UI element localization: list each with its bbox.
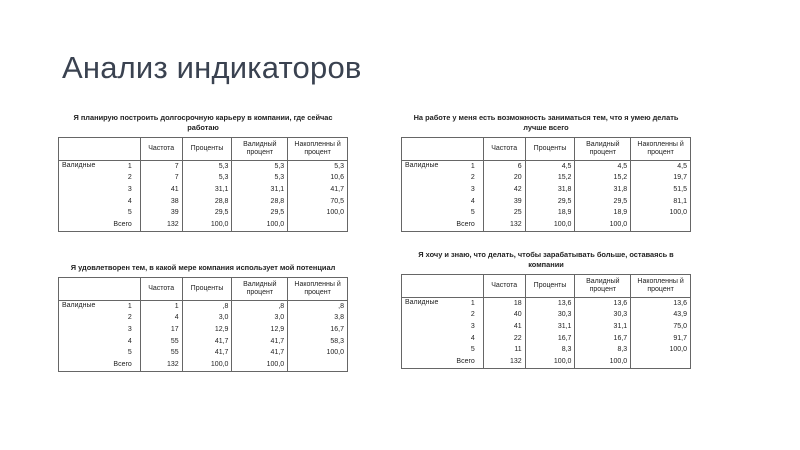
value-cell: 41 xyxy=(140,184,182,196)
value-cell: 25 xyxy=(483,207,525,219)
value-cell xyxy=(288,359,348,371)
frequency-table xyxy=(401,274,691,369)
value-cell: 31,1 xyxy=(575,321,631,333)
value-cell: 11 xyxy=(483,344,525,356)
table-row xyxy=(59,301,348,313)
value-cell: 100,0 xyxy=(288,347,348,359)
value-cell: 58,3 xyxy=(288,336,348,348)
value-cell: 5,3 xyxy=(182,173,232,185)
table-caption: Я планирую построить долгосрочную карьеру в компании, где сейчас работаю xyxy=(73,113,333,132)
value-cell: 3,0 xyxy=(182,313,232,325)
value-cell: 51,5 xyxy=(631,184,691,196)
value-cell: 10,6 xyxy=(288,173,348,185)
category-cell: 4 xyxy=(127,197,132,205)
group-label xyxy=(402,196,450,208)
table-row xyxy=(59,336,348,348)
value-cell: 3,0 xyxy=(232,313,288,325)
value-cell xyxy=(288,219,348,231)
value-cell: 17 xyxy=(140,324,182,336)
total-label: Всего xyxy=(449,219,483,231)
table-row xyxy=(59,184,348,196)
value-cell: 15,2 xyxy=(575,173,631,185)
frequency-table-block xyxy=(58,113,348,232)
group-label: Валидные xyxy=(402,298,450,310)
category-cell: 1 xyxy=(106,161,140,173)
column-header: Проценты xyxy=(182,138,232,161)
value-cell: 4,5 xyxy=(525,161,575,173)
column-header: Проценты xyxy=(525,138,575,161)
value-cell: 31,1 xyxy=(525,321,575,333)
value-cell: 4,5 xyxy=(575,161,631,173)
category-cell: 3 xyxy=(127,325,132,333)
column-header: Валидный процент xyxy=(575,275,631,298)
value-cell: 39 xyxy=(483,196,525,208)
value-cell: 43,9 xyxy=(631,310,691,322)
value-cell: 100,0 xyxy=(232,359,288,371)
frequency-table-block xyxy=(401,113,691,232)
column-header: Валидный процент xyxy=(232,138,288,161)
value-cell xyxy=(631,356,691,368)
table-caption: На работе у меня есть возможность заниматься тем, что я умею делать лучше всего xyxy=(413,113,679,132)
value-cell: 29,5 xyxy=(232,207,288,219)
value-cell: 16,7 xyxy=(575,333,631,345)
value-cell: 5,3 xyxy=(288,161,348,173)
value-cell: 132 xyxy=(140,219,182,231)
group-label xyxy=(402,321,450,333)
total-label: Всего xyxy=(106,219,140,231)
category-cell: 2 xyxy=(470,174,475,182)
group-label xyxy=(59,184,107,196)
group-label xyxy=(402,184,450,196)
table-row xyxy=(402,344,691,356)
value-cell: ,8 xyxy=(288,301,348,313)
table-row xyxy=(402,196,691,208)
group-label xyxy=(402,333,450,345)
column-header: Частота xyxy=(140,278,182,301)
value-cell: 16,7 xyxy=(525,333,575,345)
header-row xyxy=(402,138,691,161)
value-cell: 100,0 xyxy=(575,219,631,231)
value-cell: 81,1 xyxy=(631,196,691,208)
value-cell: 8,3 xyxy=(525,344,575,356)
group-label xyxy=(59,324,107,336)
group-label xyxy=(402,356,450,368)
value-cell: 22 xyxy=(483,333,525,345)
group-label: Валидные xyxy=(59,161,107,173)
group-label xyxy=(402,310,450,322)
value-cell: 15,2 xyxy=(525,173,575,185)
value-cell: 100,0 xyxy=(631,344,691,356)
group-label xyxy=(59,336,107,348)
value-cell: 39 xyxy=(140,207,182,219)
value-cell xyxy=(631,219,691,231)
group-label xyxy=(59,173,107,185)
table-caption: Я удовлетворен тем, в какой мере компания использует мой потенциал xyxy=(70,263,336,272)
value-cell: 1 xyxy=(140,301,182,313)
category-cell: 1 xyxy=(106,301,140,313)
value-cell: 41,7 xyxy=(232,336,288,348)
value-cell: 100,0 xyxy=(575,356,631,368)
value-cell: 28,8 xyxy=(232,196,288,208)
header-corner xyxy=(402,275,484,298)
table-row xyxy=(402,310,691,322)
value-cell: 12,9 xyxy=(232,324,288,336)
value-cell: 13,6 xyxy=(631,298,691,310)
value-cell: 7 xyxy=(140,161,182,173)
group-label xyxy=(59,219,107,231)
value-cell: 41 xyxy=(483,321,525,333)
value-cell: 70,5 xyxy=(288,196,348,208)
column-header: Частота xyxy=(140,138,182,161)
value-cell: 132 xyxy=(483,356,525,368)
value-cell: 4 xyxy=(140,313,182,325)
value-cell: 55 xyxy=(140,336,182,348)
column-header: Проценты xyxy=(182,278,232,301)
value-cell: 13,6 xyxy=(575,298,631,310)
value-cell: 132 xyxy=(140,359,182,371)
header-row xyxy=(59,278,348,301)
total-label: Всего xyxy=(106,359,140,371)
value-cell: 132 xyxy=(483,219,525,231)
table-row xyxy=(402,207,691,219)
table-row xyxy=(59,161,348,173)
value-cell: 42 xyxy=(483,184,525,196)
table-row xyxy=(59,347,348,359)
table-row xyxy=(59,313,348,325)
table-row xyxy=(402,161,691,173)
value-cell: 13,6 xyxy=(525,298,575,310)
group-label xyxy=(59,196,107,208)
value-cell: 41,7 xyxy=(182,347,232,359)
group-label: Валидные xyxy=(59,301,107,313)
column-header: Валидный процент xyxy=(575,138,631,161)
category-cell: 1 xyxy=(449,298,483,310)
frequency-table xyxy=(58,137,348,232)
category-cell: 4 xyxy=(470,197,475,205)
category-cell: 3 xyxy=(470,185,475,193)
table-row xyxy=(402,298,691,310)
category-cell: 1 xyxy=(449,161,483,173)
value-cell: 31,8 xyxy=(575,184,631,196)
value-cell: 4,5 xyxy=(631,161,691,173)
group-label xyxy=(59,313,107,325)
value-cell: 41,7 xyxy=(232,347,288,359)
value-cell: 7 xyxy=(140,173,182,185)
value-cell: 41,7 xyxy=(288,184,348,196)
value-cell: 100,0 xyxy=(525,219,575,231)
value-cell: ,8 xyxy=(232,301,288,313)
value-cell: 40 xyxy=(483,310,525,322)
table-row xyxy=(402,184,691,196)
group-label xyxy=(59,359,107,371)
group-label xyxy=(402,207,450,219)
value-cell: 91,7 xyxy=(631,333,691,345)
value-cell: 31,1 xyxy=(182,184,232,196)
group-label xyxy=(59,347,107,359)
category-cell: 2 xyxy=(470,311,475,319)
header-corner xyxy=(59,138,141,161)
table-row xyxy=(59,324,348,336)
column-header: Частота xyxy=(483,275,525,298)
frequency-table xyxy=(401,137,691,232)
header-row xyxy=(402,275,691,298)
total-row xyxy=(402,356,691,368)
value-cell: 55 xyxy=(140,347,182,359)
value-cell: 5,3 xyxy=(232,173,288,185)
value-cell: 5,3 xyxy=(182,161,232,173)
group-label xyxy=(402,173,450,185)
column-header: Частота xyxy=(483,138,525,161)
value-cell: 18,9 xyxy=(575,207,631,219)
group-label xyxy=(59,207,107,219)
total-label: Всего xyxy=(449,356,483,368)
value-cell: 100,0 xyxy=(182,219,232,231)
value-cell: 18 xyxy=(483,298,525,310)
value-cell: 5,3 xyxy=(232,161,288,173)
slide-title: Анализ индикаторов xyxy=(62,50,362,85)
value-cell: 31,8 xyxy=(525,184,575,196)
value-cell: 100,0 xyxy=(525,356,575,368)
value-cell: 19,7 xyxy=(631,173,691,185)
value-cell: 38 xyxy=(140,196,182,208)
value-cell: 100,0 xyxy=(182,359,232,371)
value-cell: 100,0 xyxy=(288,207,348,219)
category-cell: 4 xyxy=(127,337,132,345)
value-cell: 31,1 xyxy=(232,184,288,196)
group-label xyxy=(402,219,450,231)
value-cell: 29,5 xyxy=(525,196,575,208)
category-cell: 2 xyxy=(127,314,132,322)
value-cell: 30,3 xyxy=(575,310,631,322)
value-cell: 41,7 xyxy=(182,336,232,348)
total-row xyxy=(59,359,348,371)
column-header: Валидный процент xyxy=(232,278,288,301)
category-cell: 5 xyxy=(127,349,132,357)
column-header: Проценты xyxy=(525,275,575,298)
value-cell: 29,5 xyxy=(182,207,232,219)
column-header: Накопленны й процент xyxy=(631,275,691,298)
value-cell: 100,0 xyxy=(232,219,288,231)
header-corner xyxy=(59,278,141,301)
value-cell: 75,0 xyxy=(631,321,691,333)
header-corner xyxy=(402,138,484,161)
table-row xyxy=(59,196,348,208)
category-cell: 5 xyxy=(470,209,475,217)
group-label xyxy=(402,344,450,356)
value-cell: 30,3 xyxy=(525,310,575,322)
table-row xyxy=(402,173,691,185)
category-cell: 3 xyxy=(127,185,132,193)
table-row xyxy=(59,173,348,185)
total-row xyxy=(402,219,691,231)
value-cell: ,8 xyxy=(182,301,232,313)
value-cell: 29,5 xyxy=(575,196,631,208)
column-header: Накопленны й процент xyxy=(288,278,348,301)
category-cell: 4 xyxy=(470,334,475,342)
value-cell: 28,8 xyxy=(182,196,232,208)
value-cell: 12,9 xyxy=(182,324,232,336)
value-cell: 100,0 xyxy=(631,207,691,219)
table-row xyxy=(59,207,348,219)
category-cell: 2 xyxy=(127,174,132,182)
category-cell: 5 xyxy=(470,346,475,354)
table-row xyxy=(402,321,691,333)
frequency-table-block xyxy=(58,263,348,372)
category-cell: 3 xyxy=(470,322,475,330)
frequency-table xyxy=(58,277,348,372)
value-cell: 18,9 xyxy=(525,207,575,219)
table-row xyxy=(402,333,691,345)
value-cell: 3,8 xyxy=(288,313,348,325)
value-cell: 16,7 xyxy=(288,324,348,336)
frequency-table-block xyxy=(401,250,691,369)
column-header: Накопленны й процент xyxy=(631,138,691,161)
group-label: Валидные xyxy=(402,161,450,173)
value-cell: 6 xyxy=(483,161,525,173)
column-header: Накопленны й процент xyxy=(288,138,348,161)
category-cell: 5 xyxy=(127,209,132,217)
total-row xyxy=(59,219,348,231)
header-row xyxy=(59,138,348,161)
value-cell: 20 xyxy=(483,173,525,185)
value-cell: 8,3 xyxy=(575,344,631,356)
table-caption: Я хочу и знаю, что делать, чтобы зарабатывать больше, оставаясь в компании xyxy=(418,250,674,269)
